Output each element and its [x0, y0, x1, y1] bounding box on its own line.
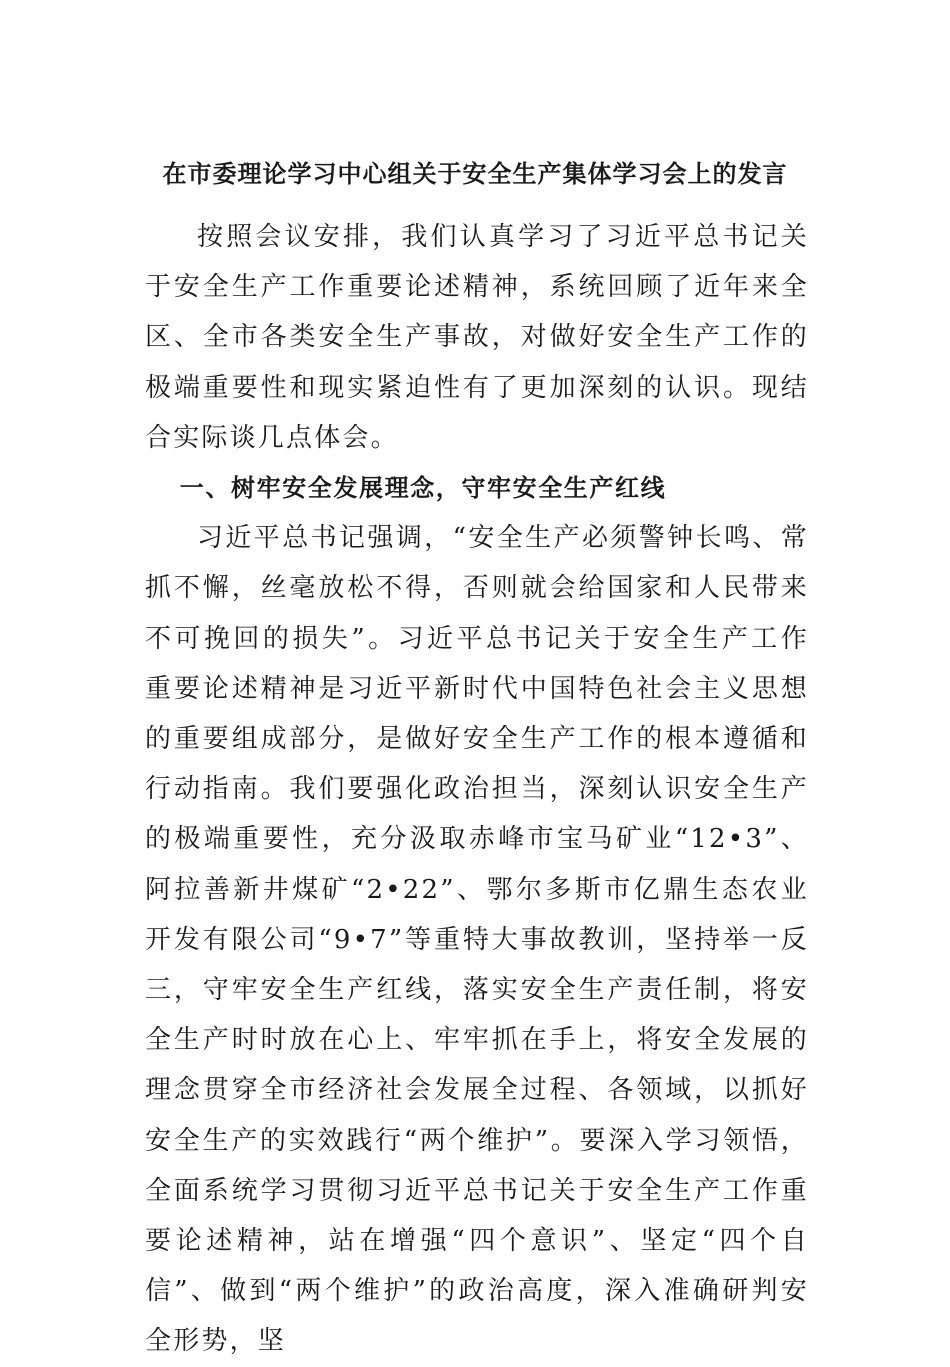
document-body — [145, 212, 809, 1367]
intro-paragraph: 按照会议安排，我们认真学习了习近平总书记关于安全生产工作重要论述精神，系统回顾了近年来全区、全市各类安全生产事故，对做好安全生产工作的极端重要性和现实紧迫性有了更加深刻的认识。现结合实际谈几点体会。 — [145, 222, 809, 453]
section-paragraph: 习近平总书记强调，“安全生产必须警钟长鸣、常抓不懈，丝毫放松不得，否则就会给国家和人民带来不可挽回的损失”。习近平总书记关于安全生产工作重要论述精神是习近平新时代中国特色社会主义思想的重要组成部分，是做好安全生产工作的根本遵循和行动指南。我们要强化政治担当，深刻认识安全生产的极端重要性，充分汲取赤峰市宝马矿业“12•3”、阿拉善新井煤矿“2•22”、鄂尔多斯市亿鼎生态农业开发有限公司“9•7”等重特大事故教训，坚持举一反三，守牢安全生产红线，落实安全生产责任制，将安全生产时时放在心上、牢牢抓在手上，将安全发展的理念贯穿全市经济社会发展全过程、各领域，以抓好安全生产的实效践行“两个维护”。要深入学习领悟，全面系统学习贯彻习近平总书记关于安全生产工作重要论述精神，站在增强“四个意识”、坚定“四个自信”、做到“两个维护”的政治高度，深入准确研判安全形势，坚 — [145, 523, 809, 1357]
section-heading: 一、树牢安全发展理念，守牢安全生产红线 — [179, 474, 667, 503]
document-title: 在市委理论学习中心组关于安全生产集体学习会上的发言 — [162, 160, 788, 188]
